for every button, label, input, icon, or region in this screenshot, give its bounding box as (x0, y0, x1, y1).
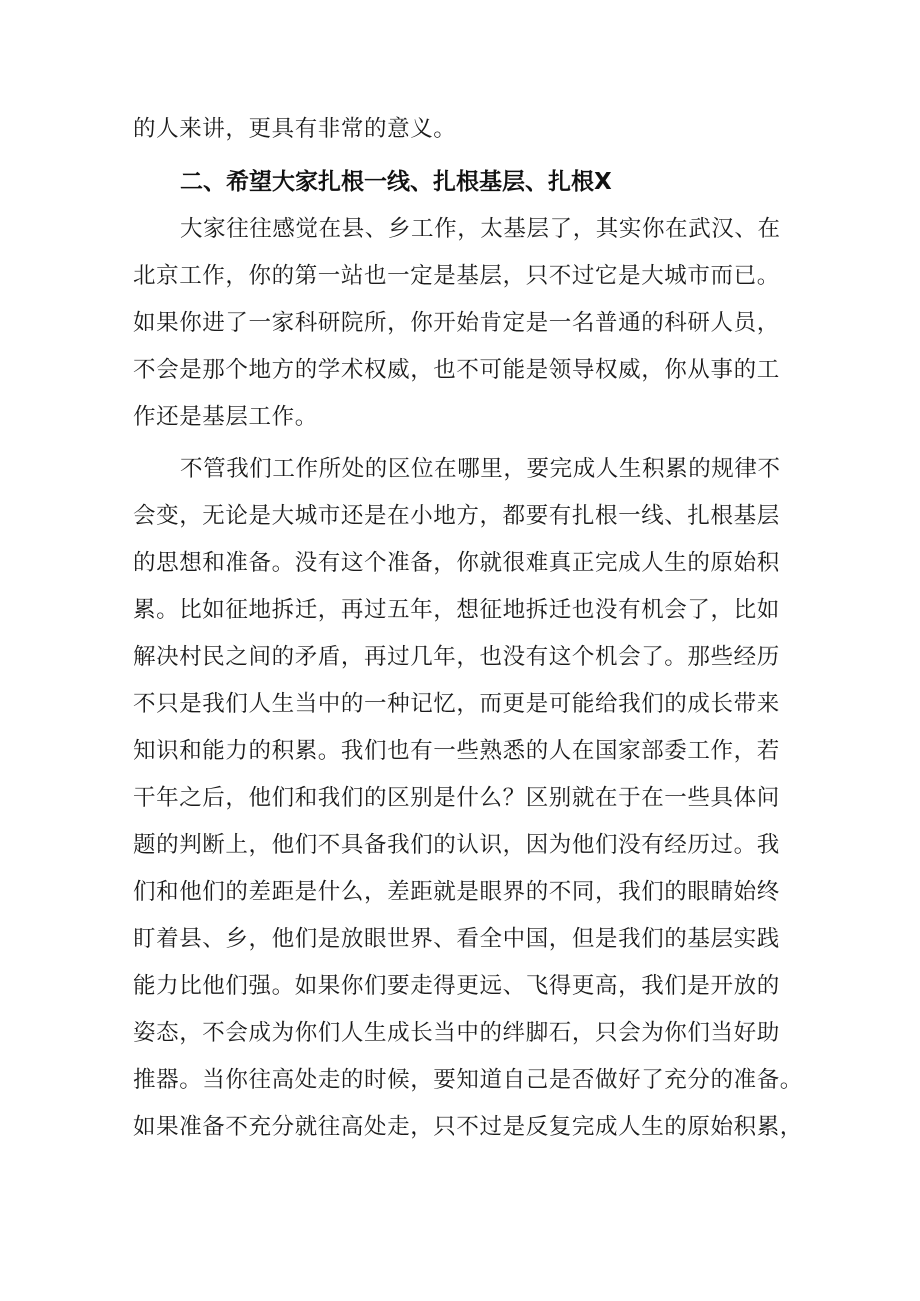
text-line: 北京工作，你的第一站也一定是基层，只不过它是大城市而已。 (133, 263, 780, 289)
text-line: 不只是我们人生当中的一种记忆，而更是可能给我们的成长带来 (133, 691, 780, 717)
section-heading: 二、希望大家扎根一线、扎根基层、扎根X (180, 169, 612, 195)
text-line: 能力比他们强。如果你们要走得更远、飞得更高，我们是开放的 (133, 973, 780, 999)
text-line: 推器。当你往高处走的时候，要知道自己是否做好了充分的准备。 (133, 1067, 803, 1093)
text-line: 作还是基层工作。 (133, 404, 318, 430)
text-line: 知识和能力的积累。我们也有一些熟悉的人在国家部委工作，若 (133, 738, 780, 764)
text-line: 大家往往感觉在县、乡工作，太基层了，其实你在武汉、在 (180, 216, 781, 242)
text-line: 不管我们工作所处的区位在哪里，要完成人生积累的规律不 (180, 456, 781, 482)
text-line: 题的判断上，他们不具备我们的认识，因为他们没有经历过。我 (133, 832, 780, 858)
text-line: 干年之后，他们和我们的区别是什么？区别就在于在一些具体问 (133, 785, 780, 811)
text-line: 的人来讲，更具有非常的意义。 (133, 116, 457, 142)
text-line: 不会是那个地方的学术权威，也不可能是领导权威，你从事的工 (133, 357, 780, 383)
text-line: 的思想和准备。没有这个准备，你就很难真正完成人生的原始积 (133, 550, 780, 576)
text-line: 会变，无论是大城市还是在小地方，都要有扎根一线、扎根基层 (133, 503, 780, 529)
text-line: 们和他们的差距是什么，差距就是眼界的不同，我们的眼睛始终 (133, 879, 780, 905)
text-line: 解决村民之间的矛盾，再过几年，也没有这个机会了。那些经历 (133, 644, 780, 670)
text-line: 累。比如征地拆迁，再过五年，想征地拆迁也没有机会了，比如 (133, 597, 780, 623)
text-line: 姿态，不会成为你们人生成长当中的绊脚石，只会为你们当好助 (133, 1020, 780, 1046)
text-line: 盯着县、乡，他们是放眼世界、看全中国，但是我们的基层实践 (133, 926, 780, 952)
text-line: 如果你进了一家科研院所，你开始肯定是一名普通的科研人员， (133, 310, 780, 336)
text-line: 如果准备不充分就往高处走，只不过是反复完成人生的原始积累， (133, 1114, 803, 1140)
